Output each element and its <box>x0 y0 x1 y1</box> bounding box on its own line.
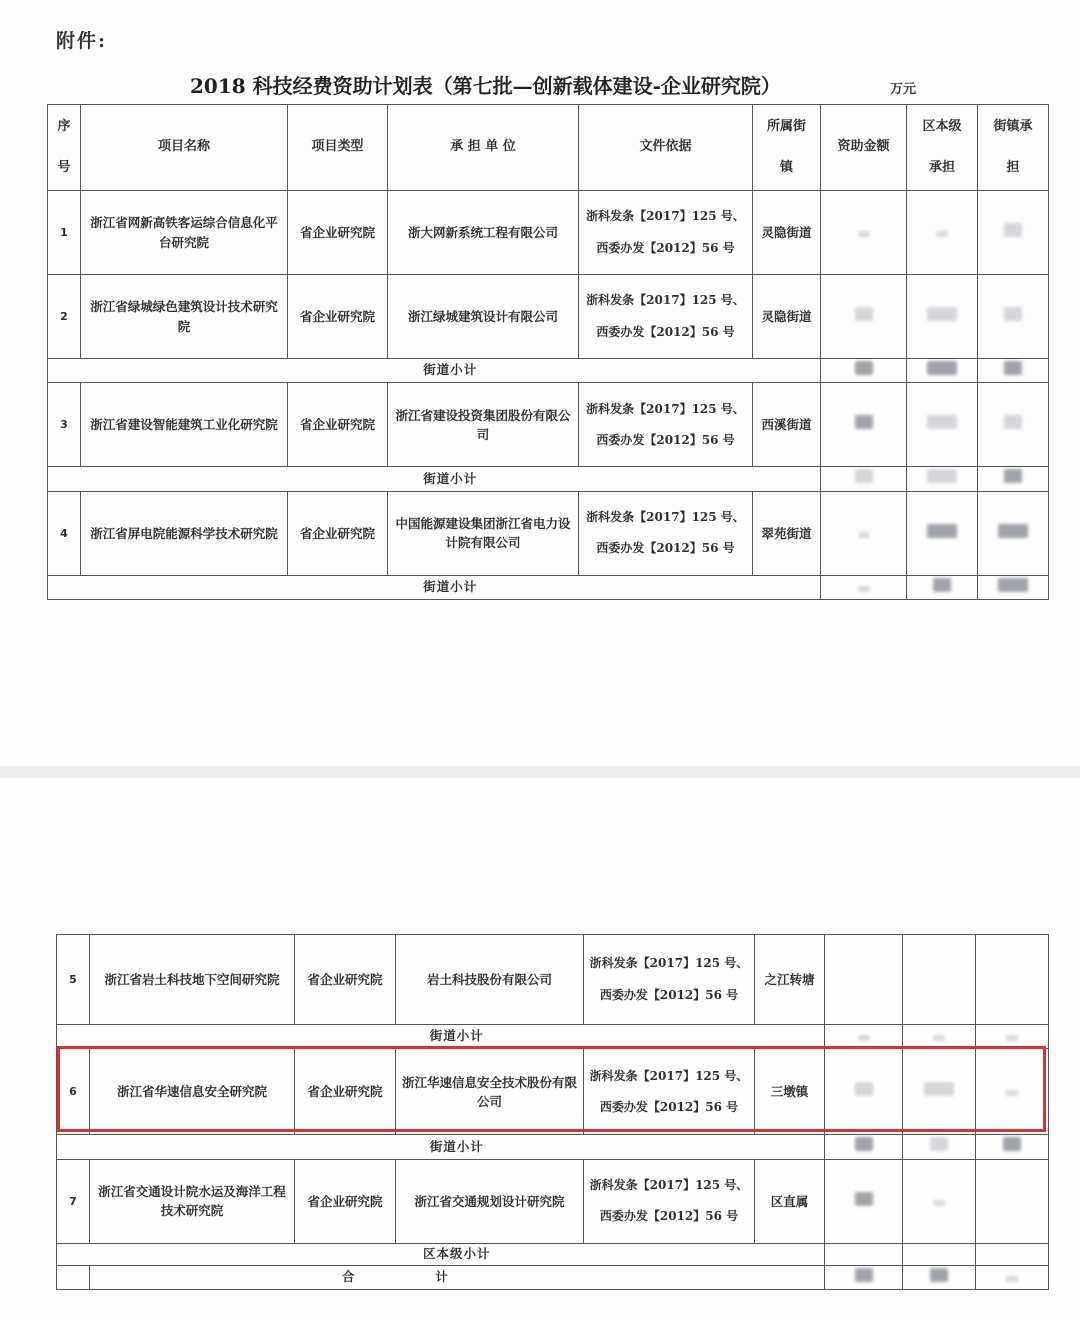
subtotal-town <box>976 1025 1049 1049</box>
subtotal-row <box>48 467 1049 491</box>
subdistrict-cell: 西溪街道 <box>753 383 821 467</box>
redacted-value <box>1006 1090 1018 1096</box>
table-row <box>57 935 1049 1025</box>
subdistrict-cell: 灵隐街道 <box>753 275 821 359</box>
page-separator <box>0 766 1080 778</box>
header-district-share: 区本级 承担 <box>907 105 978 191</box>
redacted-value <box>855 1192 873 1206</box>
district-subtotal-amount <box>825 1243 903 1265</box>
unit-label: 万元 <box>890 82 917 97</box>
row-number: 1 <box>48 191 81 275</box>
subtotal-row <box>57 1025 1049 1049</box>
redacted-value <box>936 231 948 237</box>
subtotal-row <box>48 359 1049 383</box>
district-share-cell <box>903 1049 976 1135</box>
redacted-value <box>858 532 870 538</box>
redacted-value <box>930 1268 948 1282</box>
redacted-value <box>998 524 1028 538</box>
row-number: 2 <box>48 275 81 359</box>
district-subtotal-row <box>57 1243 1049 1265</box>
header-project-name: 项目名称 <box>81 105 288 191</box>
subdistrict-cell: 翠苑街道 <box>753 491 821 575</box>
town-share-cell <box>976 935 1049 1025</box>
undertaker-cell: 浙江省建设投资集团股份有限公司 <box>388 383 579 467</box>
redacted-value <box>998 578 1028 592</box>
total-row <box>57 1265 1049 1289</box>
project-name-cell: 浙江省绿城绿色建筑设计技术研究院 <box>81 275 288 359</box>
redacted-value <box>933 578 951 592</box>
redacted-value <box>855 1137 873 1151</box>
redacted-value <box>855 415 873 429</box>
project-type-cell: 省企业研究院 <box>288 275 388 359</box>
project-name-cell: 浙江省建设智能建筑工业化研究院 <box>81 383 288 467</box>
subtotal-district <box>903 1025 976 1049</box>
total-town <box>976 1265 1049 1289</box>
undertaker-cell: 中国能源建设集团浙江省电力设计院有限公司 <box>388 491 579 575</box>
project-type-cell: 省企业研究院 <box>295 1159 396 1243</box>
district-share-cell <box>907 491 978 575</box>
table-row-highlighted <box>57 1049 1049 1135</box>
redacted-value <box>855 361 873 375</box>
subtotal-amount <box>821 575 907 599</box>
subtotal-town <box>976 1135 1049 1159</box>
document-basis-cell: 浙科发条【2017】125 号、 西委办发【2012】56 号 <box>584 1159 755 1243</box>
subtotal-label: 街道小计 <box>90 1135 825 1159</box>
subdistrict-cell: 灵隐街道 <box>753 191 821 275</box>
header-subdistrict: 所属街 镇 <box>753 105 821 191</box>
document-basis-cell: 浙科发条【2017】125 号、 西委办发【2012】56 号 <box>584 935 755 1025</box>
subtotal-amount <box>825 1135 903 1159</box>
district-share-cell <box>907 383 978 467</box>
town-share-cell <box>978 491 1049 575</box>
project-type-cell: 省企业研究院 <box>288 491 388 575</box>
town-share-cell <box>978 383 1049 467</box>
redacted-value <box>858 586 870 592</box>
header-document-basis: 文件依据 <box>579 105 753 191</box>
document-basis-cell: 浙科发条【2017】125 号、 西委办发【2012】56 号 <box>579 191 753 275</box>
redacted-value <box>927 524 957 538</box>
table-row <box>48 191 1049 275</box>
town-share-cell <box>978 275 1049 359</box>
header-seq: 序 号 <box>48 105 81 191</box>
row-number: 7 <box>57 1159 90 1243</box>
subtotal-label: 街道小计 <box>81 575 821 599</box>
redacted-value <box>933 1035 945 1041</box>
subtotal-town <box>978 575 1049 599</box>
document-basis-cell: 浙科发条【2017】125 号、 西委办发【2012】56 号 <box>579 275 753 359</box>
redacted-value <box>1004 469 1022 483</box>
funding-amount-cell <box>825 935 903 1025</box>
subtotal-row <box>48 575 1049 599</box>
undertaker-cell: 浙大网新系统工程有限公司 <box>388 191 579 275</box>
subdistrict-cell: 三墩镇 <box>755 1049 825 1135</box>
undertaker-cell: 浙江绿城建筑设计有限公司 <box>388 275 579 359</box>
subtotal-amount <box>821 359 907 383</box>
redacted-value <box>924 1082 954 1096</box>
subtotal-district <box>907 359 978 383</box>
district-share-cell <box>907 275 978 359</box>
redacted-value <box>855 1082 873 1096</box>
project-type-cell: 省企业研究院 <box>295 1049 396 1135</box>
document-basis-cell: 浙科发条【2017】125 号、 西委办发【2012】56 号 <box>584 1049 755 1135</box>
table-row <box>48 383 1049 467</box>
redacted-value <box>858 1035 870 1041</box>
subdistrict-cell: 区直属 <box>755 1159 825 1243</box>
header-project-type: 项目类型 <box>288 105 388 191</box>
subtotal-amount <box>825 1025 903 1049</box>
funding-amount-cell <box>825 1049 903 1135</box>
district-share-cell <box>903 1159 976 1243</box>
town-share-cell <box>976 1159 1049 1243</box>
subtotal-town <box>978 359 1049 383</box>
document-page-bottom <box>0 778 1080 1321</box>
funding-table-bottom <box>56 934 1049 1290</box>
redacted-value <box>927 361 957 375</box>
subtotal-row <box>57 1135 1049 1159</box>
subtotal-label: 街道小计 <box>81 359 821 383</box>
town-share-cell <box>978 191 1049 275</box>
header-undertaker: 承 担 单 位 <box>388 105 579 191</box>
district-share-cell <box>903 935 976 1025</box>
redacted-value <box>1006 1035 1018 1041</box>
row-number: 6 <box>57 1049 90 1135</box>
project-name-cell: 浙江省交通设计院水运及海洋工程技术研究院 <box>90 1159 295 1243</box>
redacted-value <box>1004 415 1022 429</box>
subtotal-label: 街道小计 <box>90 1025 825 1049</box>
undertaker-cell: 浙江省交通规划设计研究院 <box>396 1159 584 1243</box>
subtotal-district <box>907 575 978 599</box>
project-name-cell: 浙江省屏电院能源科学技术研究院 <box>81 491 288 575</box>
redacted-value <box>855 1268 873 1282</box>
header-row <box>48 105 1049 191</box>
redacted-value <box>855 469 873 483</box>
district-subtotal-town <box>976 1243 1049 1265</box>
total-label-part1: 合 <box>90 1265 396 1289</box>
subtotal-label: 街道小计 <box>81 467 821 491</box>
project-type-cell: 省企业研究院 <box>295 935 396 1025</box>
project-type-cell: 省企业研究院 <box>288 383 388 467</box>
funding-amount-cell <box>821 491 907 575</box>
table-row <box>57 1159 1049 1243</box>
project-name-cell: 浙江省网新高铁客运综合信息化平台研究院 <box>81 191 288 275</box>
funding-amount-cell <box>821 383 907 467</box>
subdistrict-cell: 之江转塘 <box>755 935 825 1025</box>
district-subtotal-district <box>903 1243 976 1265</box>
redacted-value <box>927 415 957 429</box>
document-basis-cell: 浙科发条【2017】125 号、 西委办发【2012】56 号 <box>579 491 753 575</box>
redacted-value <box>855 307 873 321</box>
funding-amount-cell <box>825 1159 903 1243</box>
document-basis-cell: 浙科发条【2017】125 号、 西委办发【2012】56 号 <box>579 383 753 467</box>
redacted-value <box>1004 223 1022 237</box>
subtotal-district <box>907 467 978 491</box>
redacted-value <box>1003 1137 1021 1151</box>
attachment-label: 附件: <box>56 30 108 52</box>
subtotal-amount <box>821 467 907 491</box>
subtotal-town <box>978 467 1049 491</box>
undertaker-cell: 岩土科技股份有限公司 <box>396 935 584 1025</box>
header-town-share: 街镇承 担 <box>978 105 1049 191</box>
project-name-cell: 浙江省岩土科技地下空间研究院 <box>90 935 295 1025</box>
town-share-cell <box>976 1049 1049 1135</box>
subtotal-district <box>903 1135 976 1159</box>
total-amount <box>825 1265 903 1289</box>
row-number: 5 <box>57 935 90 1025</box>
document-title: 2018 科技经费资助计划表（第七批—创新载体建设-企业研究院） <box>190 74 781 98</box>
funding-amount-cell <box>821 191 907 275</box>
total-label-part2: 计 <box>396 1265 825 1289</box>
redacted-value <box>1004 361 1022 375</box>
header-funding-amount: 资助金额 <box>821 105 907 191</box>
row-number: 3 <box>48 383 81 467</box>
district-share-cell <box>907 191 978 275</box>
redacted-value <box>858 231 870 237</box>
project-type-cell: 省企业研究院 <box>288 191 388 275</box>
redacted-value <box>930 1137 948 1151</box>
redacted-value <box>1006 1276 1018 1282</box>
undertaker-cell: 浙江华速信息安全技术股份有限公司 <box>396 1049 584 1135</box>
redacted-value <box>927 469 957 483</box>
funding-amount-cell <box>821 275 907 359</box>
row-number: 4 <box>48 491 81 575</box>
table-row <box>48 491 1049 575</box>
redacted-value <box>1004 307 1022 321</box>
project-name-cell: 浙江省华速信息安全研究院 <box>90 1049 295 1135</box>
table-row <box>48 275 1049 359</box>
funding-table-top <box>47 104 1049 600</box>
total-district <box>903 1265 976 1289</box>
district-subtotal-label: 区本级小计 <box>90 1243 825 1265</box>
redacted-value <box>933 1200 945 1206</box>
redacted-value <box>927 307 957 321</box>
